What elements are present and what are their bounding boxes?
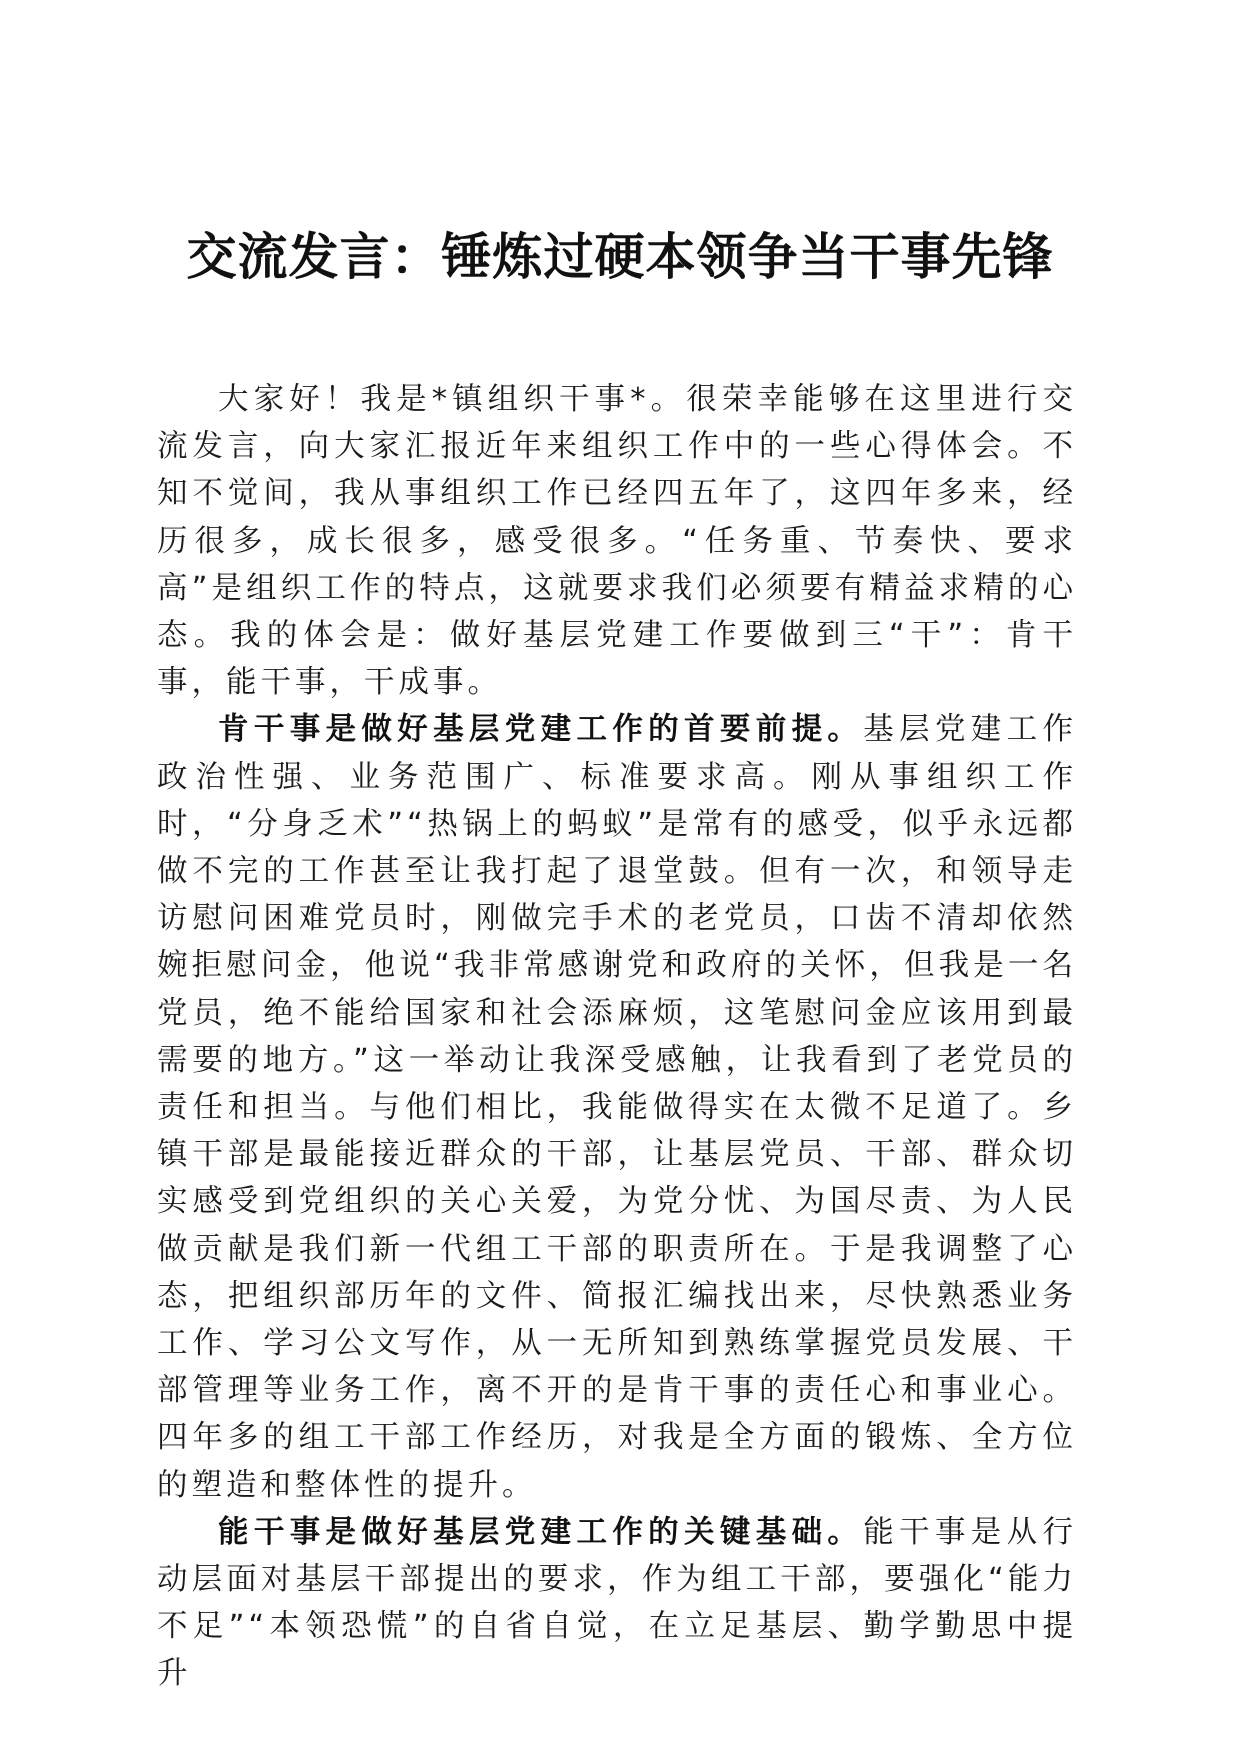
paragraph-text: 能干事是从行动层面对基层干部提出的要求，作为组工干部，要强化“能力不足”“本领恐慌”的自省自觉，在立足基层、勤学勤思中提升: [157, 1514, 1078, 1692]
paragraph-intro: [157, 376, 1077, 706]
paragraph-text: 大家好！我是*镇组织干事*。很荣幸能够在这里进行交流发言，向大家汇报近年来组织工作中的一些心得体会。不知不觉间，我从事组织工作已经四五年了，这四年多来，经历很多，成长很多，感受很多。“任务重、节奏快、要求高”是组织工作的特点，这就要求我们必须要有精益求精的心态。我的体会是：做好基层党建工作要做到三“干”：肯干事，能干事，干成事。: [157, 382, 1077, 701]
paragraph-lead: 能干事是做好基层党建工作的关键基础。: [218, 1514, 864, 1550]
paragraph-text: 基层党建工作政治性强、业务范围广、标准要求高。刚从事组织工作时，“分身乏术”“热锅上的蚂蚁”是常有的感受，似乎永远都做不完的工作甚至让我打起了退堂鼓。但有一次，和领导走访慰问困难党员时，刚做完手术的老党员，口齿不清却依然婉拒慰问金，他说“我非常感谢党和政府的关怀，但我是一名党员，绝不能给国家和社会添麻烦，这笔慰问金应该用到最需要的地方。”这一举动让我深受感触，让我看到了老党员的责任和担当。与他们相比，我能做得实在太微不足道了。乡镇干部是最能接近群众的干部，让基层党员、干部、群众切实感受到党组织的关心关爱，为党分忧、为国尽责、为人民做贡献是我们新一代组工干部的职责所在。于是我调整了心态，把组织部历年的文件、简报汇编找出来，尽快熟悉业务工作、学习公文写作，从一无所知到熟练掌握党员发展、干部管理等业务工作，离不开的是肯干事的责任心和事业心。四年多的组工干部工作经历，对我是全方面的锻炼、全方位的塑造和整体性的提升。: [157, 712, 1078, 1503]
page-title: 交流发言：锤炼过硬本领争当干事先锋: [186, 227, 1054, 286]
paragraph-lead: 肯干事是做好基层党建工作的首要前提。: [218, 712, 864, 748]
paragraph-neng-gan-shi: [157, 1509, 1077, 1698]
document-body: [157, 376, 1077, 1698]
paragraph-ken-gan-shi: [157, 706, 1077, 1508]
